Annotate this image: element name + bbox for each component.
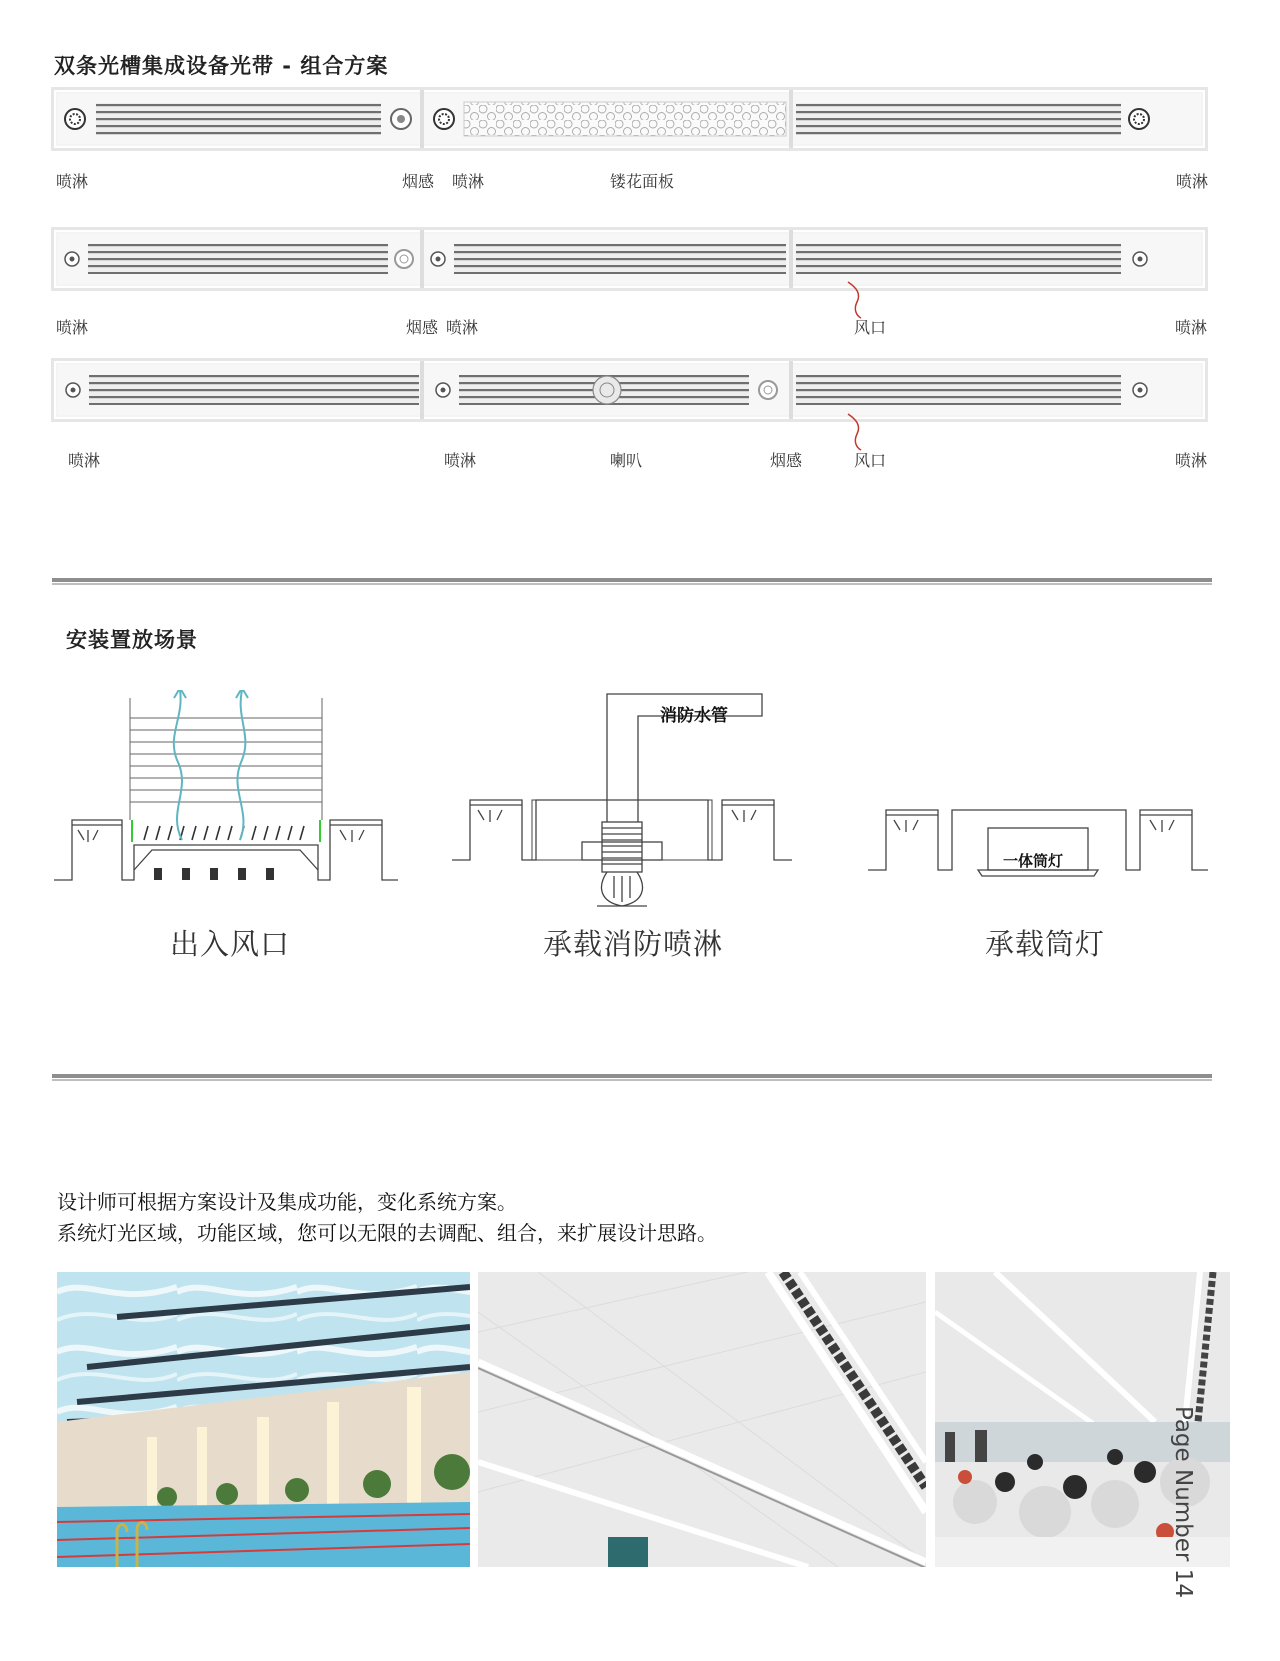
scene-caption-downlight: 承载筒灯 xyxy=(985,927,1106,961)
smoke-detector-icon xyxy=(759,381,777,399)
sprinkler-icon xyxy=(436,383,450,397)
label-sprinkler: 喷淋 xyxy=(1175,318,1208,337)
sprinkler-icon xyxy=(1133,252,1147,266)
light-strip-row3 xyxy=(51,358,1208,422)
label-air-vent: 风口 xyxy=(854,318,887,337)
sprinkler-icon xyxy=(1133,383,1147,397)
label-sprinkler: 喷淋 xyxy=(446,318,479,337)
sprinkler-icon xyxy=(1129,109,1149,129)
label-air-vent: 风口 xyxy=(854,451,887,470)
scene-caption-sprinkler: 承载消防喷淋 xyxy=(543,927,724,961)
sprinkler-icon xyxy=(65,252,79,266)
photo-swimming-pool xyxy=(57,1272,470,1567)
sprinkler-icon xyxy=(66,383,80,397)
label-perforated-panel: 镂花面板 xyxy=(610,172,675,191)
section-divider xyxy=(52,578,1212,585)
page-number: Page Number 14 xyxy=(1170,1406,1196,1598)
perforated-panel xyxy=(464,102,786,136)
description-line-1: 设计师可根据方案设计及集成功能，变化系统方案。 xyxy=(57,1190,517,1214)
air-vent-section-drawing xyxy=(52,690,402,890)
airflow-arrow xyxy=(174,690,182,840)
sprinkler-icon xyxy=(65,109,85,129)
speaker-icon xyxy=(593,376,621,404)
label-sprinkler: 喷淋 xyxy=(56,172,89,191)
strip-row2-drawing xyxy=(54,230,1205,288)
photo-office-ceiling xyxy=(478,1272,926,1567)
label-sprinkler: 喷淋 xyxy=(452,172,485,191)
smoke-detector-icon xyxy=(395,250,413,268)
fire-pipe-tag: 消防水管 xyxy=(660,706,728,726)
label-sprinkler: 喷淋 xyxy=(68,451,101,470)
light-strip-row1 xyxy=(51,87,1208,151)
label-sprinkler: 喷淋 xyxy=(444,451,477,470)
label-smoke-detector: 烟感 xyxy=(770,451,803,470)
sprinkler-icon xyxy=(434,109,454,129)
section1-title: 双条光槽集成设备光带 - 组合方案 xyxy=(54,54,389,78)
light-strip-row2 xyxy=(51,227,1208,291)
label-sprinkler: 喷淋 xyxy=(56,318,89,337)
label-sprinkler: 喷淋 xyxy=(1176,172,1209,191)
label-sprinkler: 喷淋 xyxy=(1175,451,1208,470)
strip-row1-drawing xyxy=(54,90,1205,148)
strip-row3-drawing xyxy=(54,361,1205,419)
airflow-arrow xyxy=(237,690,245,840)
air-vent-pointer xyxy=(845,280,875,320)
sprinkler-icon xyxy=(431,252,445,266)
section-divider xyxy=(52,1074,1212,1081)
label-speaker: 喇叭 xyxy=(610,451,643,470)
air-vent-pointer xyxy=(845,412,875,452)
downlight-tag: 一体筒灯 xyxy=(1003,852,1064,870)
section2-title: 安装置放场景 xyxy=(66,628,198,652)
description-line-2: 系统灯光区域，功能区域，您可以无限的去调配、组合，来扩展设计思路。 xyxy=(57,1221,717,1245)
sprinkler-section-drawing xyxy=(452,692,802,912)
label-smoke-detector: 烟感 xyxy=(402,172,435,191)
smoke-detector-icon xyxy=(391,109,411,129)
scene-caption-air-vent: 出入风口 xyxy=(170,927,291,961)
label-smoke-detector: 烟感 xyxy=(406,318,439,337)
